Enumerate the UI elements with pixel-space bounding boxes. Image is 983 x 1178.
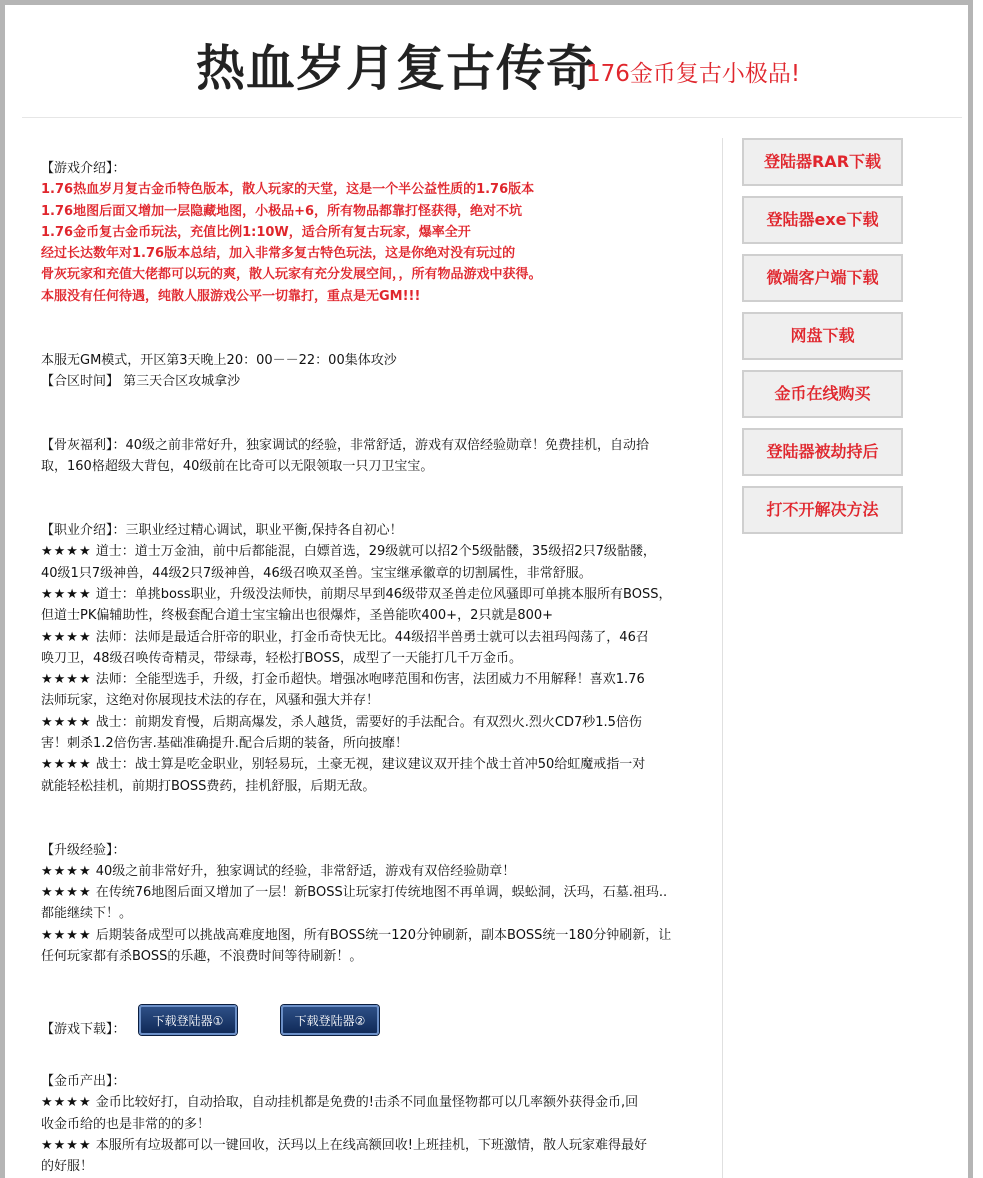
gold-item-cont: 收金币给的也是非常的的多！ [41, 1116, 211, 1132]
download-launcher-1-button[interactable]: 下载登陆器① [139, 1005, 237, 1035]
rating-stars: ★★★★ [41, 544, 92, 560]
cannot-open-fix-button[interactable]: 打不开解决方法 [742, 486, 903, 534]
rating-stars: ★★★★ [41, 629, 92, 645]
welfare-line: 取，160格超级大背包，40级前在比奇可以无限领取一只刀卫宝宝。 [41, 459, 434, 475]
download-row [41, 1010, 706, 1050]
rating-stars: ★★★★ [41, 714, 92, 730]
welfare-line: 【骨灰福利】：40级之前非常好升，独家调试的经验，非常舒适，游戏有双倍经验勋章！免费挂机，自动拾 [41, 437, 650, 453]
levelup-item: ★★★★ 后期装备成型可以挑战高难度地图，所有BOSS统一120分钟刷新，副本BOSS统一180分钟刷新，让 [41, 927, 672, 943]
intro-line: 经过长达数年对1.76版本总结，加入非常多复古特色玩法，这是你绝对没有玩过的 [41, 246, 516, 262]
levelup-item-cont: 任何玩家都有杀BOSS的乐趣，不浪费时间等待刷新！。 [41, 948, 363, 964]
intro-line: 1.76金币复古金币玩法，充值比例1:10W，适合所有复古玩家，爆率全开 [41, 224, 471, 240]
rating-stars: ★★★★ [41, 885, 92, 901]
levelup-item: ★★★★ 在传统76地图后面又增加了一层！新BOSS让玩家打传统地图不再单调，蜈蚣洞，沃玛，石墓.祖玛.. [41, 885, 668, 901]
micro-client-download-button[interactable]: 微端客户端下载 [742, 254, 903, 302]
class-item-cont: 40级1只7级神兽，44级2只7级神兽，46级召唤双圣兽。宝宝继承徽章的切割属性，非常舒服。 [41, 565, 592, 581]
class-item: ★★★★ 战士：战士算是吃金职业，别轻易玩，土豪无视，建议建议双开挂个战士首冲50给虹魔戒指一对 [41, 757, 646, 773]
intro-line: 1.76地图后面又增加一层隐藏地图，小极品+6，所有物品都靠打怪获得，绝对不坑 [41, 203, 523, 219]
download-launcher-2-button[interactable]: 下载登陆器② [281, 1005, 379, 1035]
classes-heading: 【职业介绍】：三职业经过精心调试，职业平衡,保持各自初心！ [41, 523, 403, 539]
header [0, 0, 963, 118]
levelup-item-cont: 都能继续下！。 [41, 906, 133, 922]
rar-download-button[interactable]: 登陆器RAR下载 [742, 138, 903, 186]
class-item: ★★★★ 法师：法师是最适合肝帝的职业，打金币奇快无比。44级招半兽勇士就可以去祖玛闯荡了，46召 [41, 629, 649, 645]
class-item-cont: 唤刀卫，48级召唤传奇精灵，带绿毒，轻松打BOSS，成型了一天能打几千万金币。 [41, 650, 522, 666]
class-item: ★★★★ 战士：前期发育慢，后期高爆发，杀人越货，需要好的手法配合。有双烈火.烈火CD7秒1.5倍伤 [41, 714, 642, 730]
class-item-cont: 法师玩家，这绝对你展现技术法的存在，风骚和强大并存！ [41, 693, 380, 709]
site-title: 热血岁月复古传奇 [196, 40, 597, 97]
exe-download-button[interactable]: 登陆器exe下载 [742, 196, 903, 244]
rating-stars: ★★★★ [41, 586, 92, 602]
class-item: ★★★★ 道士：单挑boss职业，升级没法师快，前期尽早到46级带双圣兽走位风骚即可单挑本服所有BOSS， [41, 586, 672, 602]
launcher-hijacked-button[interactable]: 登陆器被劫持后 [742, 428, 903, 476]
gold-item: ★★★★ 金币比较好打，自动拾取，自动挂机都是免费的!击杀不同血量怪物都可以几率额外获得金币,回 [41, 1095, 639, 1111]
rating-stars: ★★★★ [41, 927, 92, 943]
rating-stars: ★★★★ [41, 863, 92, 879]
site-subtitle: 176金币复古小极品! [586, 61, 801, 87]
class-item: ★★★★ 法师：全能型选手，升级，打金币超快。增强冰咆哮范围和伤害，法团威力不用解释！喜欢1.76 [41, 672, 645, 688]
rating-stars: ★★★★ [41, 757, 92, 773]
levelup-heading: 【升级经验】： [41, 842, 126, 858]
class-item-cont: 害！刺杀1.2倍伤害.基础准确提升.配合后期的装备，所向披靡！ [41, 736, 408, 752]
rating-stars: ★★★★ [41, 1095, 92, 1111]
class-item: ★★★★ 道士：道士万金油，前中后都能混，白嫖首选，29级就可以招2个5级骷髅，35级招2只7级骷髅， [41, 544, 656, 560]
header-divider [22, 117, 962, 118]
buy-gold-button[interactable]: 金币在线购买 [742, 370, 903, 418]
class-item-cont: 就能轻松挂机，前期打BOSS费药，挂机舒服，后期无敌。 [41, 778, 376, 794]
gold-item-cont: 的好服！ [41, 1159, 94, 1175]
rating-stars: ★★★★ [41, 672, 92, 688]
main-content [41, 158, 706, 1178]
intro-heading: 【游戏介绍】： [41, 161, 126, 176]
download-label: 【游戏下载】： [41, 1021, 126, 1037]
column-divider [722, 138, 723, 1178]
gold-heading: 【金币产出】： [41, 1074, 126, 1090]
download-sidebar [742, 138, 903, 544]
gold-item: ★★★★ 本服所有垃圾都可以一键回收，沃玛以上在线高额回收!上班挂机，下班激情，散人玩家难得最好 [41, 1138, 647, 1154]
merge-time-line: 【合区时间】 第三天合区攻城拿沙 [41, 373, 241, 389]
rating-stars: ★★★★ [41, 1138, 92, 1154]
intro-line: 本服没有任何待遇，纯散人服游戏公平一切靠打，重点是无GM!!! [41, 288, 421, 304]
schedule-line: 本服无GM模式，开区第3天晚上20：00－－22：00集体攻沙 [41, 352, 397, 368]
netdisk-download-button[interactable]: 网盘下载 [742, 312, 903, 360]
intro-line: 1.76热血岁月复古金币特色版本，散人玩家的天堂，这是一个半公益性质的1.76版本 [41, 182, 535, 198]
class-item-cont: 但道士PK偏辅助性，终极套配合道士宝宝输出也很爆炸，圣兽能吹400+，2只就是800+ [41, 608, 554, 624]
levelup-item: ★★★★ 40级之前非常好升，独家调试的经验，非常舒适，游戏有双倍经验勋章！ [41, 863, 516, 879]
intro-line: 骨灰玩家和充值大佬都可以玩的爽，散人玩家有充分发展空间，，所有物品游戏中获得。 [41, 267, 542, 283]
